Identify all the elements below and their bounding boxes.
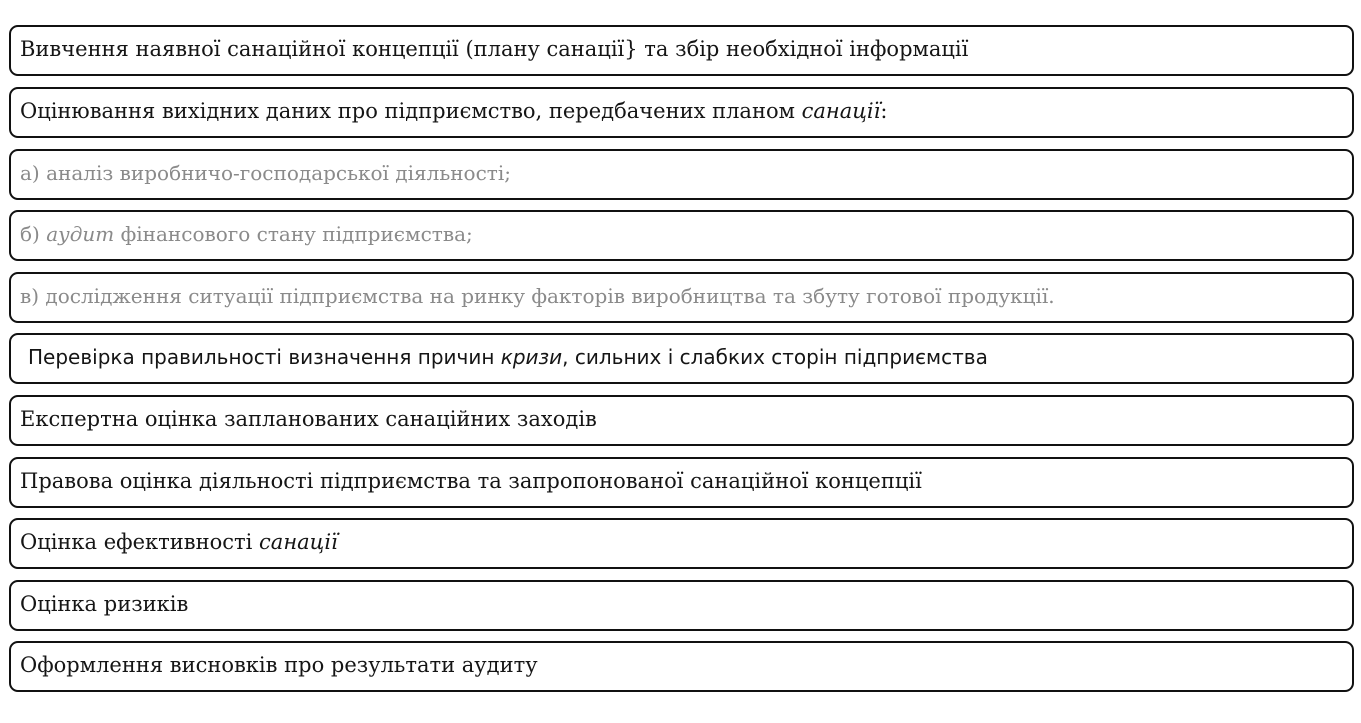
step-box-efficiency-evaluation bbox=[9, 518, 1354, 569]
substep-box-financial-audit bbox=[9, 210, 1354, 261]
step-text: в) дослідження ситуації підприємства на ринку факторів виробництва та збуту готової продукції. bbox=[20, 283, 1055, 308]
step-text: Перевірка правильності визначення причин кризи, сильних і слабких сторін підприємства bbox=[28, 344, 988, 369]
substep-box-activity-analysis bbox=[9, 149, 1354, 200]
substep-box-market-research bbox=[9, 272, 1354, 323]
step-box-evaluate-input-data bbox=[9, 87, 1354, 138]
step-box-risk-evaluation bbox=[9, 580, 1354, 631]
step-box-audit-conclusions bbox=[9, 641, 1354, 692]
step-box-legal-evaluation bbox=[9, 457, 1354, 508]
step-text: б) аудит фінансового стану підприємства; bbox=[20, 221, 473, 246]
step-box-study-concept bbox=[9, 25, 1354, 76]
step-text: Оцінювання вихідних даних про підприємство, передбачених планом санації: bbox=[20, 98, 888, 123]
step-text: Оцінка ефективності санації bbox=[20, 529, 338, 554]
step-text: Експертна оцінка запланованих санаційних заходів bbox=[20, 406, 597, 431]
step-text: а) аналіз виробничо-господарської діяльності; bbox=[20, 160, 511, 185]
step-text: Правова оцінка діяльності підприємства та запропонованої санаційної концепції bbox=[20, 468, 922, 493]
step-text: Оформлення висновків про результати аудиту bbox=[20, 652, 538, 677]
step-text: Вивчення наявної санаційної концепції (плану санації} та збір необхідної інформації bbox=[20, 36, 969, 61]
step-box-expert-evaluation bbox=[9, 395, 1354, 446]
step-box-crisis-causes-check bbox=[9, 333, 1354, 384]
step-text: Оцінка ризиків bbox=[20, 591, 189, 616]
